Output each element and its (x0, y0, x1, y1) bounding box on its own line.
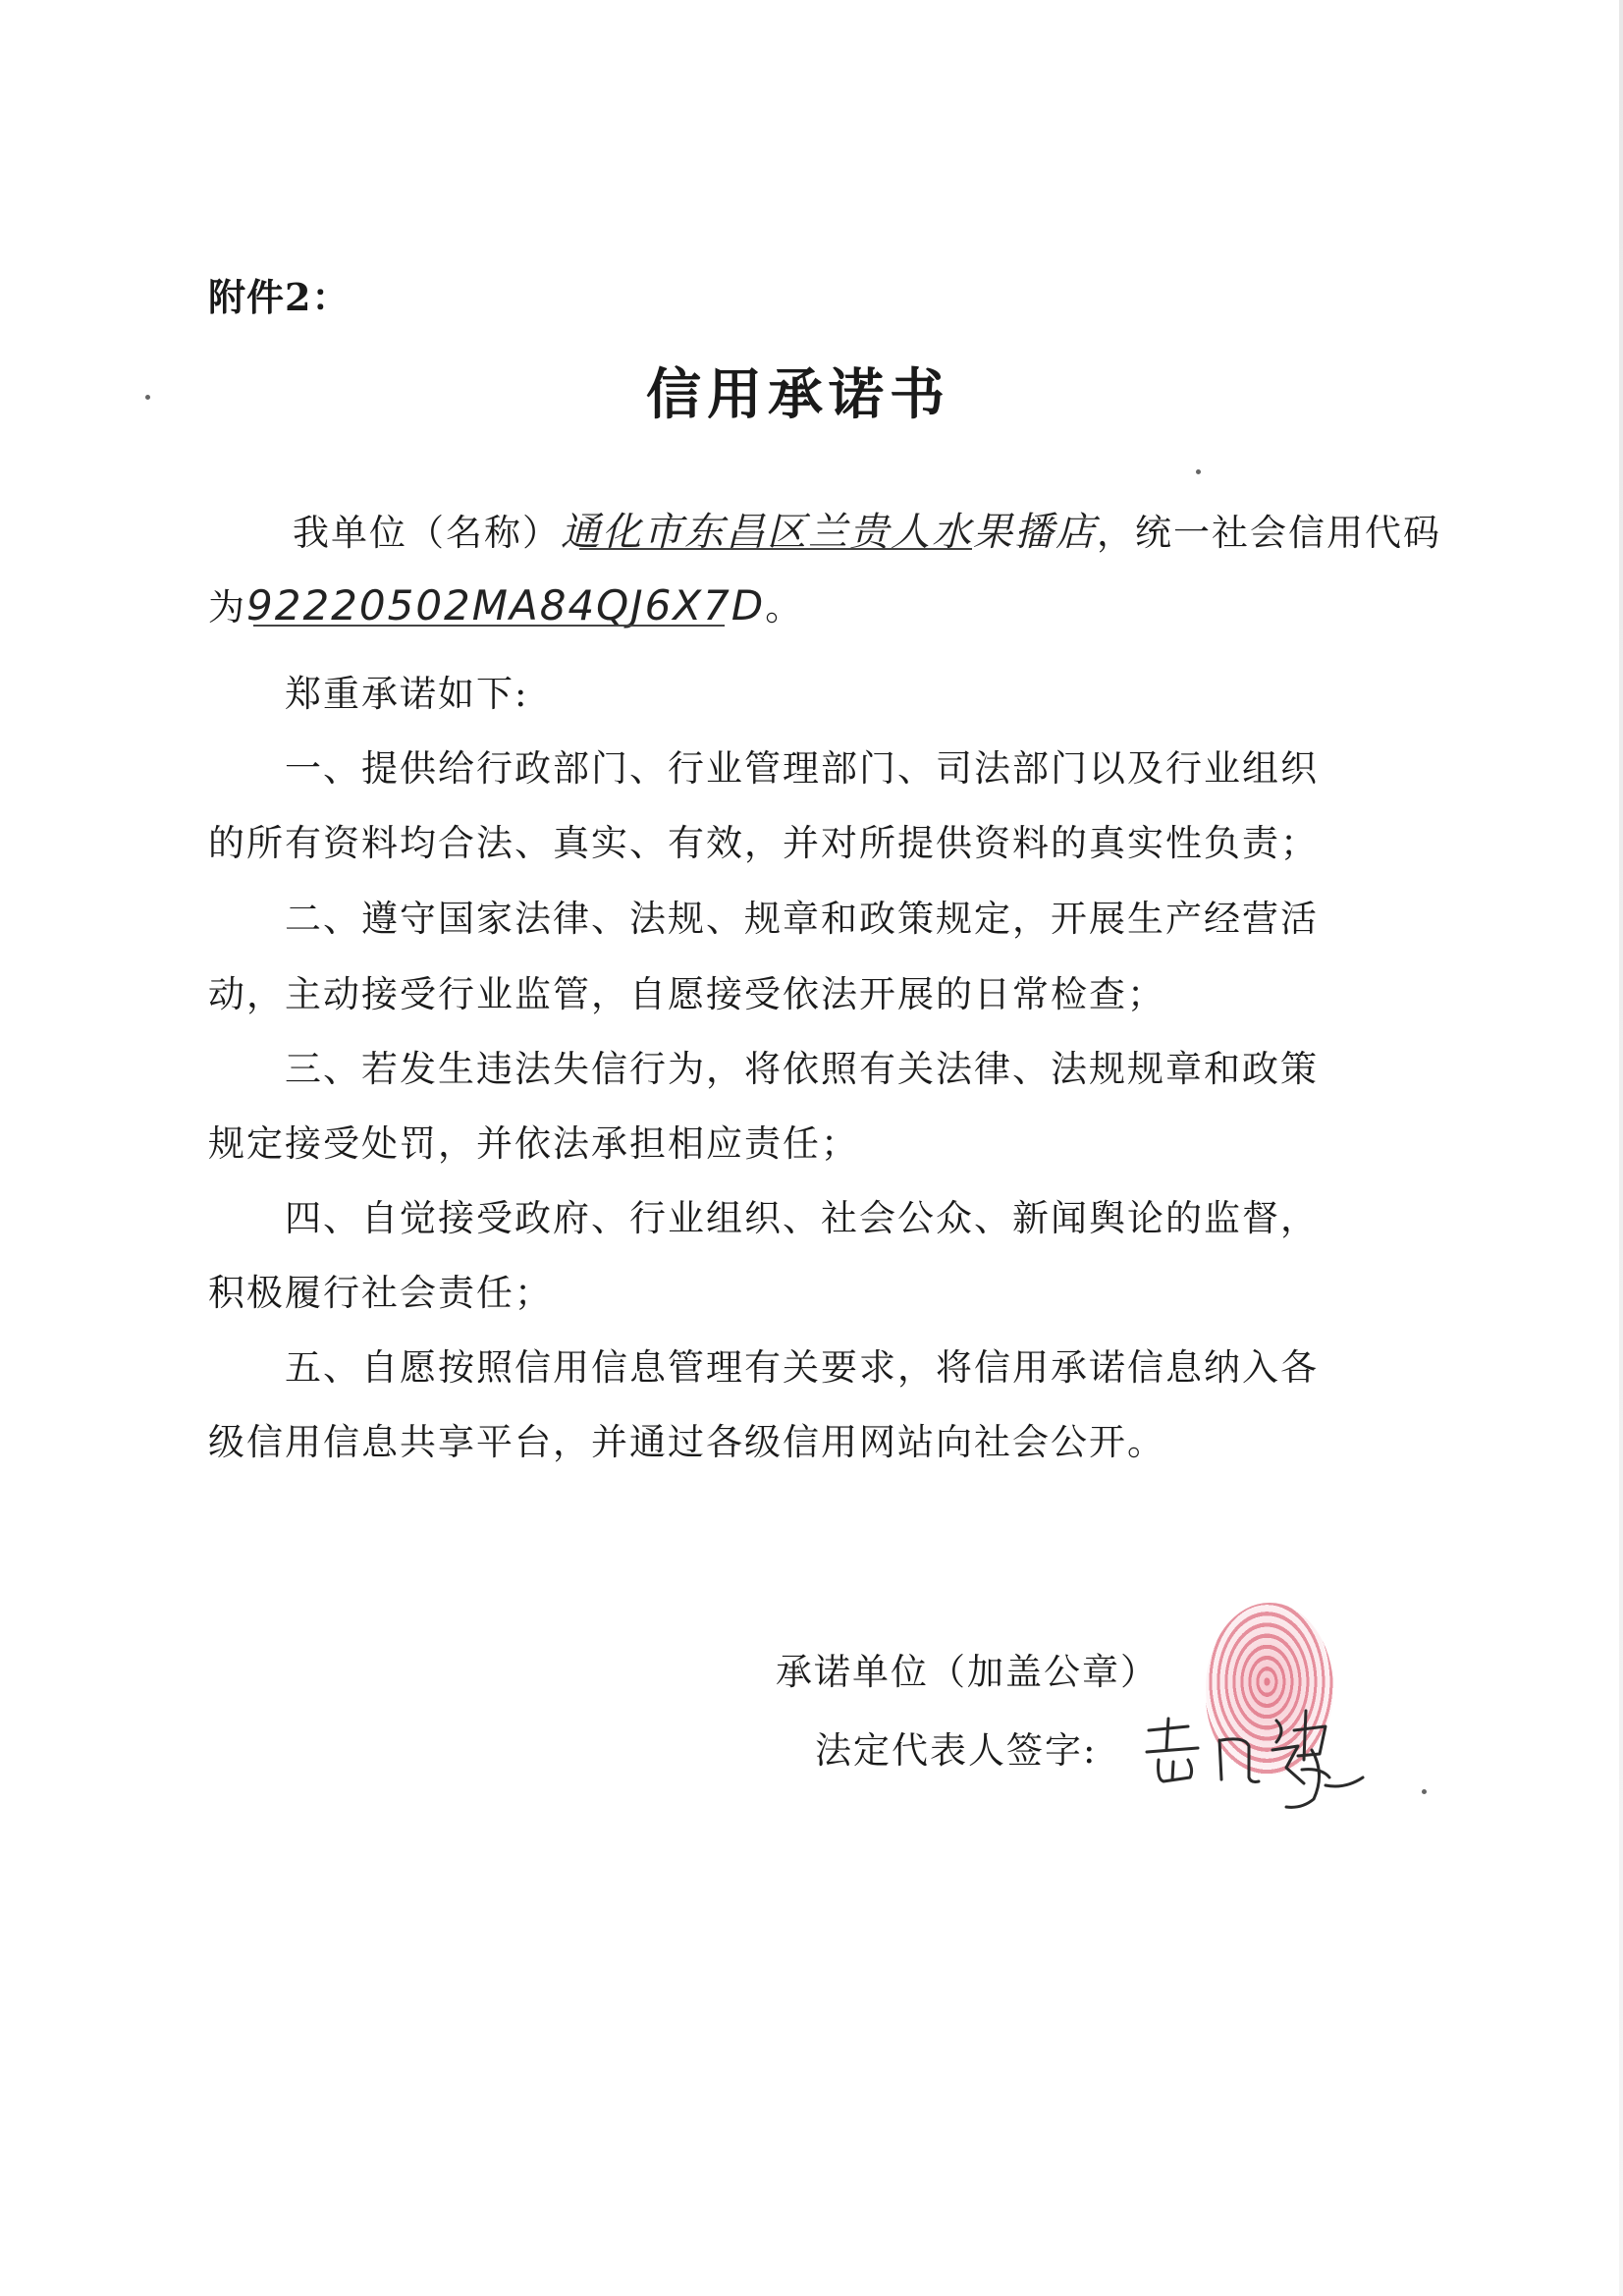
pledge-line: 五、自愿按照信用信息管理有关要求，将信用承诺信息纳入各 (285, 1346, 1319, 1389)
pledge-line: 级信用信息共享平台，并通过各级信用网站向社会公开。 (208, 1421, 1165, 1463)
intro-line-2 (208, 577, 803, 630)
intro-prefix: 我单位（名称） (293, 512, 561, 554)
scan-speck (1422, 1789, 1427, 1794)
document-title: 信用承诺书 (646, 362, 950, 427)
credit-code-underline (253, 625, 725, 627)
handwritten-signature (1129, 1691, 1375, 1819)
pledge-intro: 郑重承诺如下: (285, 673, 529, 715)
intro-suffix: ，统一社会信用代码 (1097, 512, 1441, 554)
signature-rep-label: 法定代表人签字: (815, 1729, 1098, 1772)
scan-speck (145, 395, 150, 400)
pledge-line: 规定接受处罚，并依法承担相应责任； (208, 1122, 859, 1165)
pledge-line: 的所有资料均合法、真实、有效，并对所提供资料的真实性负责； (208, 822, 1319, 864)
signature-unit-label: 承诺单位（加盖公章） (776, 1651, 1159, 1693)
pledge-line: 三、若发生违法失信行为，将依照有关法律、法规规章和政策 (285, 1048, 1319, 1090)
pledge-line: 积极履行社会责任； (208, 1272, 553, 1314)
unit-name-underline (579, 548, 972, 550)
pledge-line: 二、遵守国家法律、法规、规章和政策规定，开展生产经营活 (285, 898, 1319, 940)
attachment-label: 附件2： (208, 275, 351, 319)
unit-name-handwritten: 通化市东昌区兰贵人水果播店 (561, 510, 1097, 555)
scan-speck (1196, 469, 1201, 474)
pledge-line: 动，主动接受行业监管，自愿接受依法开展的日常检查； (208, 973, 1165, 1015)
code-prefix: 为 (208, 586, 246, 629)
credit-code-handwritten: 92220502MA84QJ6X7D (246, 581, 766, 629)
code-suffix: 。 (765, 586, 804, 629)
pledge-line: 四、自觉接受政府、行业组织、社会公众、新闻舆论的监督， (285, 1197, 1319, 1239)
scan-edge (1619, 0, 1623, 2296)
pledge-line: 一、提供给行政部门、行业管理部门、司法部门以及行业组织 (285, 747, 1319, 790)
